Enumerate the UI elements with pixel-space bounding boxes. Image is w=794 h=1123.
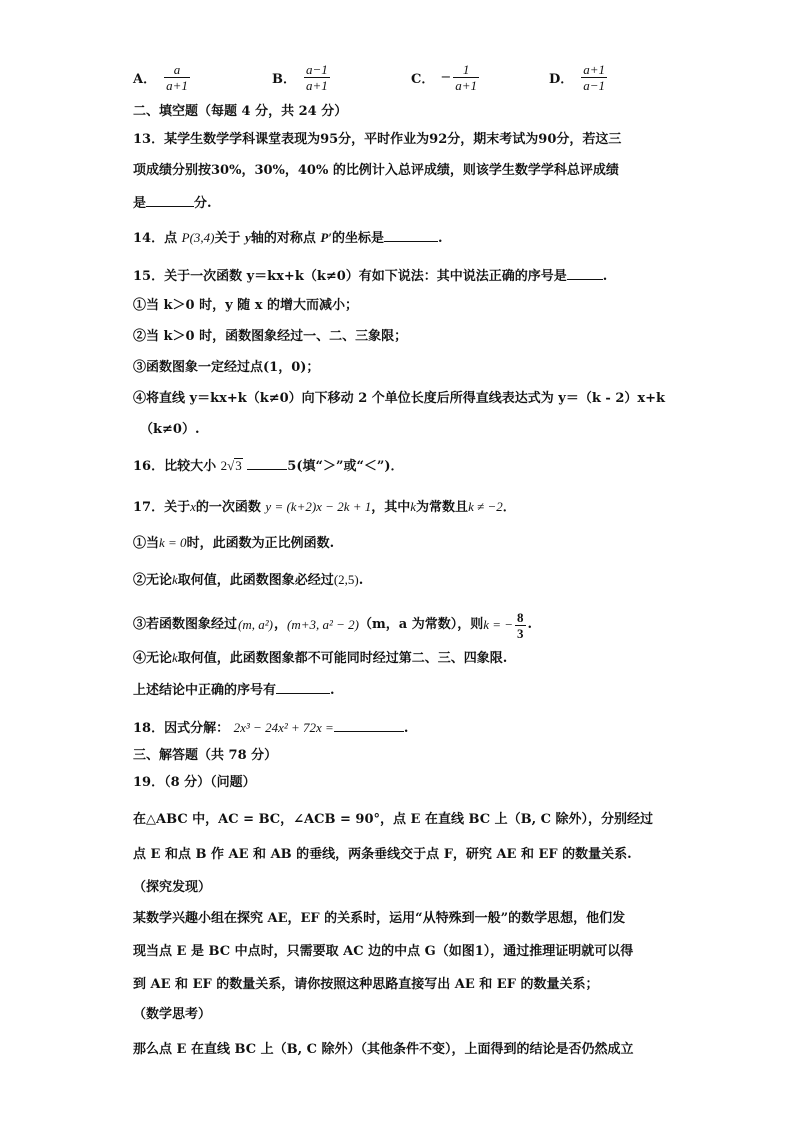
q19-para3: 某数学兴趣小组在探究 AE，EF 的关系时，运用“从特殊到一般”的数学思想，他们发: [133, 911, 626, 926]
q13-line1: 13．某学生数学学科课堂表现为95分，平时作业为92分，期末考试为90分，若这三: [133, 132, 622, 147]
q14-line: 14．点 P(3,4)关于 y轴的对称点 P′的坐标是 .: [133, 227, 443, 249]
q17-option4: ④无论k取何值，此函数图象都不可能同时经过第二、三、四象限.: [133, 650, 508, 666]
choice-a-fraction: $\frac{a}{a+1}$: [166, 62, 188, 93]
q18-expression: 2x³ − 24x² + 72x =: [233, 720, 334, 735]
q13-answer-blank[interactable]: [146, 192, 194, 207]
q15-option4-cont: （k≠0）.: [140, 422, 200, 437]
choice-a-label: A．: [133, 72, 157, 87]
q19-para4: 现当点 E 是 BC 中点时，只需要取 AC 边的中点 G（如图1），通过推理证明就可以得: [133, 944, 634, 959]
q17-answer-blank[interactable]: [276, 679, 330, 694]
q19-para2: 点 E 和点 B 作 AE 和 AB 的垂线，两条垂线交于点 F，研究 AE 和 EF 的数量关系.: [133, 847, 632, 862]
q17-option3: ③若函数图象经过 (m, a²) ， (m+3, a² − 2) （m，a 为常数），则 k = − $\frac{8}{3}$ .: [133, 609, 533, 641]
q13-line2: 项成绩分别按30%，30%，40% 的比例计入总评成绩，则该学生数学学科总评成绩: [133, 163, 619, 178]
q17-line1: 17．关于x的一次函数 y = (k+2)x − 2k + 1，其中k为常数且k ≠ −2．: [133, 499, 516, 515]
q18-answer-blank[interactable]: [334, 717, 404, 732]
choice-b-label: B．: [272, 72, 296, 87]
q17-fraction: $\frac{8}{3}$: [517, 609, 524, 641]
choice-d-label: D．: [549, 72, 574, 87]
choice-c-sign: −: [440, 70, 452, 85]
q19-para1: 在△ABC 中，AC = BC，∠ACB = 90°，点 E 在直线 BC 上（B, C 除外），分别经过: [133, 812, 653, 827]
choice-c-label: C．: [411, 72, 435, 87]
q15-line1: 15．关于一次函数 y＝kx+k（k≠0）有如下说法：其中说法正确的序号是 .: [133, 265, 607, 287]
q17-option2: ②无论k取何值，此函数图象必经过(2,5).: [133, 572, 364, 588]
q15-option4: ④将直线 y＝kx+k（k≠0）向下移动 2 个单位长度后所得直线表达式为 y＝（k - 2）x+k: [133, 391, 666, 406]
section-heading-solutions: 三、解答题（共 78 分）: [133, 748, 278, 763]
q19-para6: 那么点 E 在直线 BC 上（B, C 除外）（其他条件不变），上面得到的结论是否仍然成立: [133, 1042, 634, 1057]
q17-option1: ①当k = 0时，此函数为正比例函数.: [133, 535, 335, 551]
q16-line: 16．比较大小 2√3 5(填“＞”或“＜”)．: [133, 455, 404, 477]
q19-heading: 19．（8 分）（问题）: [133, 775, 256, 790]
q18-line: 18．因式分解： 2x³ − 24x² + 72x = .: [133, 717, 408, 739]
q15-option3: ③函数图象一定经过点(1，0)；: [133, 360, 320, 375]
choice-d-fraction: $\frac{a+1}{a-1}$: [583, 62, 606, 93]
q13-line3: 是 分.: [133, 192, 212, 214]
choice-d: [549, 62, 609, 93]
q19-para5: 到 AE 和 EF 的数量关系，请你按照这种思路直接写出 AE 和 EF 的数量关系；: [133, 977, 599, 992]
q16-answer-blank[interactable]: [247, 455, 287, 470]
q19-subheading-explore: （探究发现）: [133, 880, 212, 895]
choice-a: [133, 62, 192, 93]
choice-b: [272, 62, 332, 93]
q14-answer-blank[interactable]: [384, 227, 438, 242]
q19-subheading-think: （数学思考）: [133, 1007, 212, 1022]
q16-radical: 2√3: [220, 458, 242, 473]
q15-answer-blank[interactable]: [567, 265, 603, 280]
q14-point: P(3,4): [181, 230, 215, 245]
q15-option1: ①当 k＞0 时，y 随 x 的增大而减小；: [133, 298, 358, 313]
choice-c: [411, 62, 481, 93]
choice-c-fraction: $\frac{1}{a+1}$: [455, 62, 478, 93]
q17-conclusion: 上述结论中正确的序号有 .: [133, 679, 335, 701]
choice-b-fraction: $\frac{a-1}{a+1}$: [306, 62, 328, 93]
section-heading-fill-in: 二、填空题（每题 4 分，共 24 分）: [133, 104, 348, 119]
q17-equation: y = (k+2)x − 2k + 1: [265, 499, 372, 514]
q15-option2: ②当 k＞0 时，函数图象经过一、二、三象限；: [133, 329, 408, 344]
